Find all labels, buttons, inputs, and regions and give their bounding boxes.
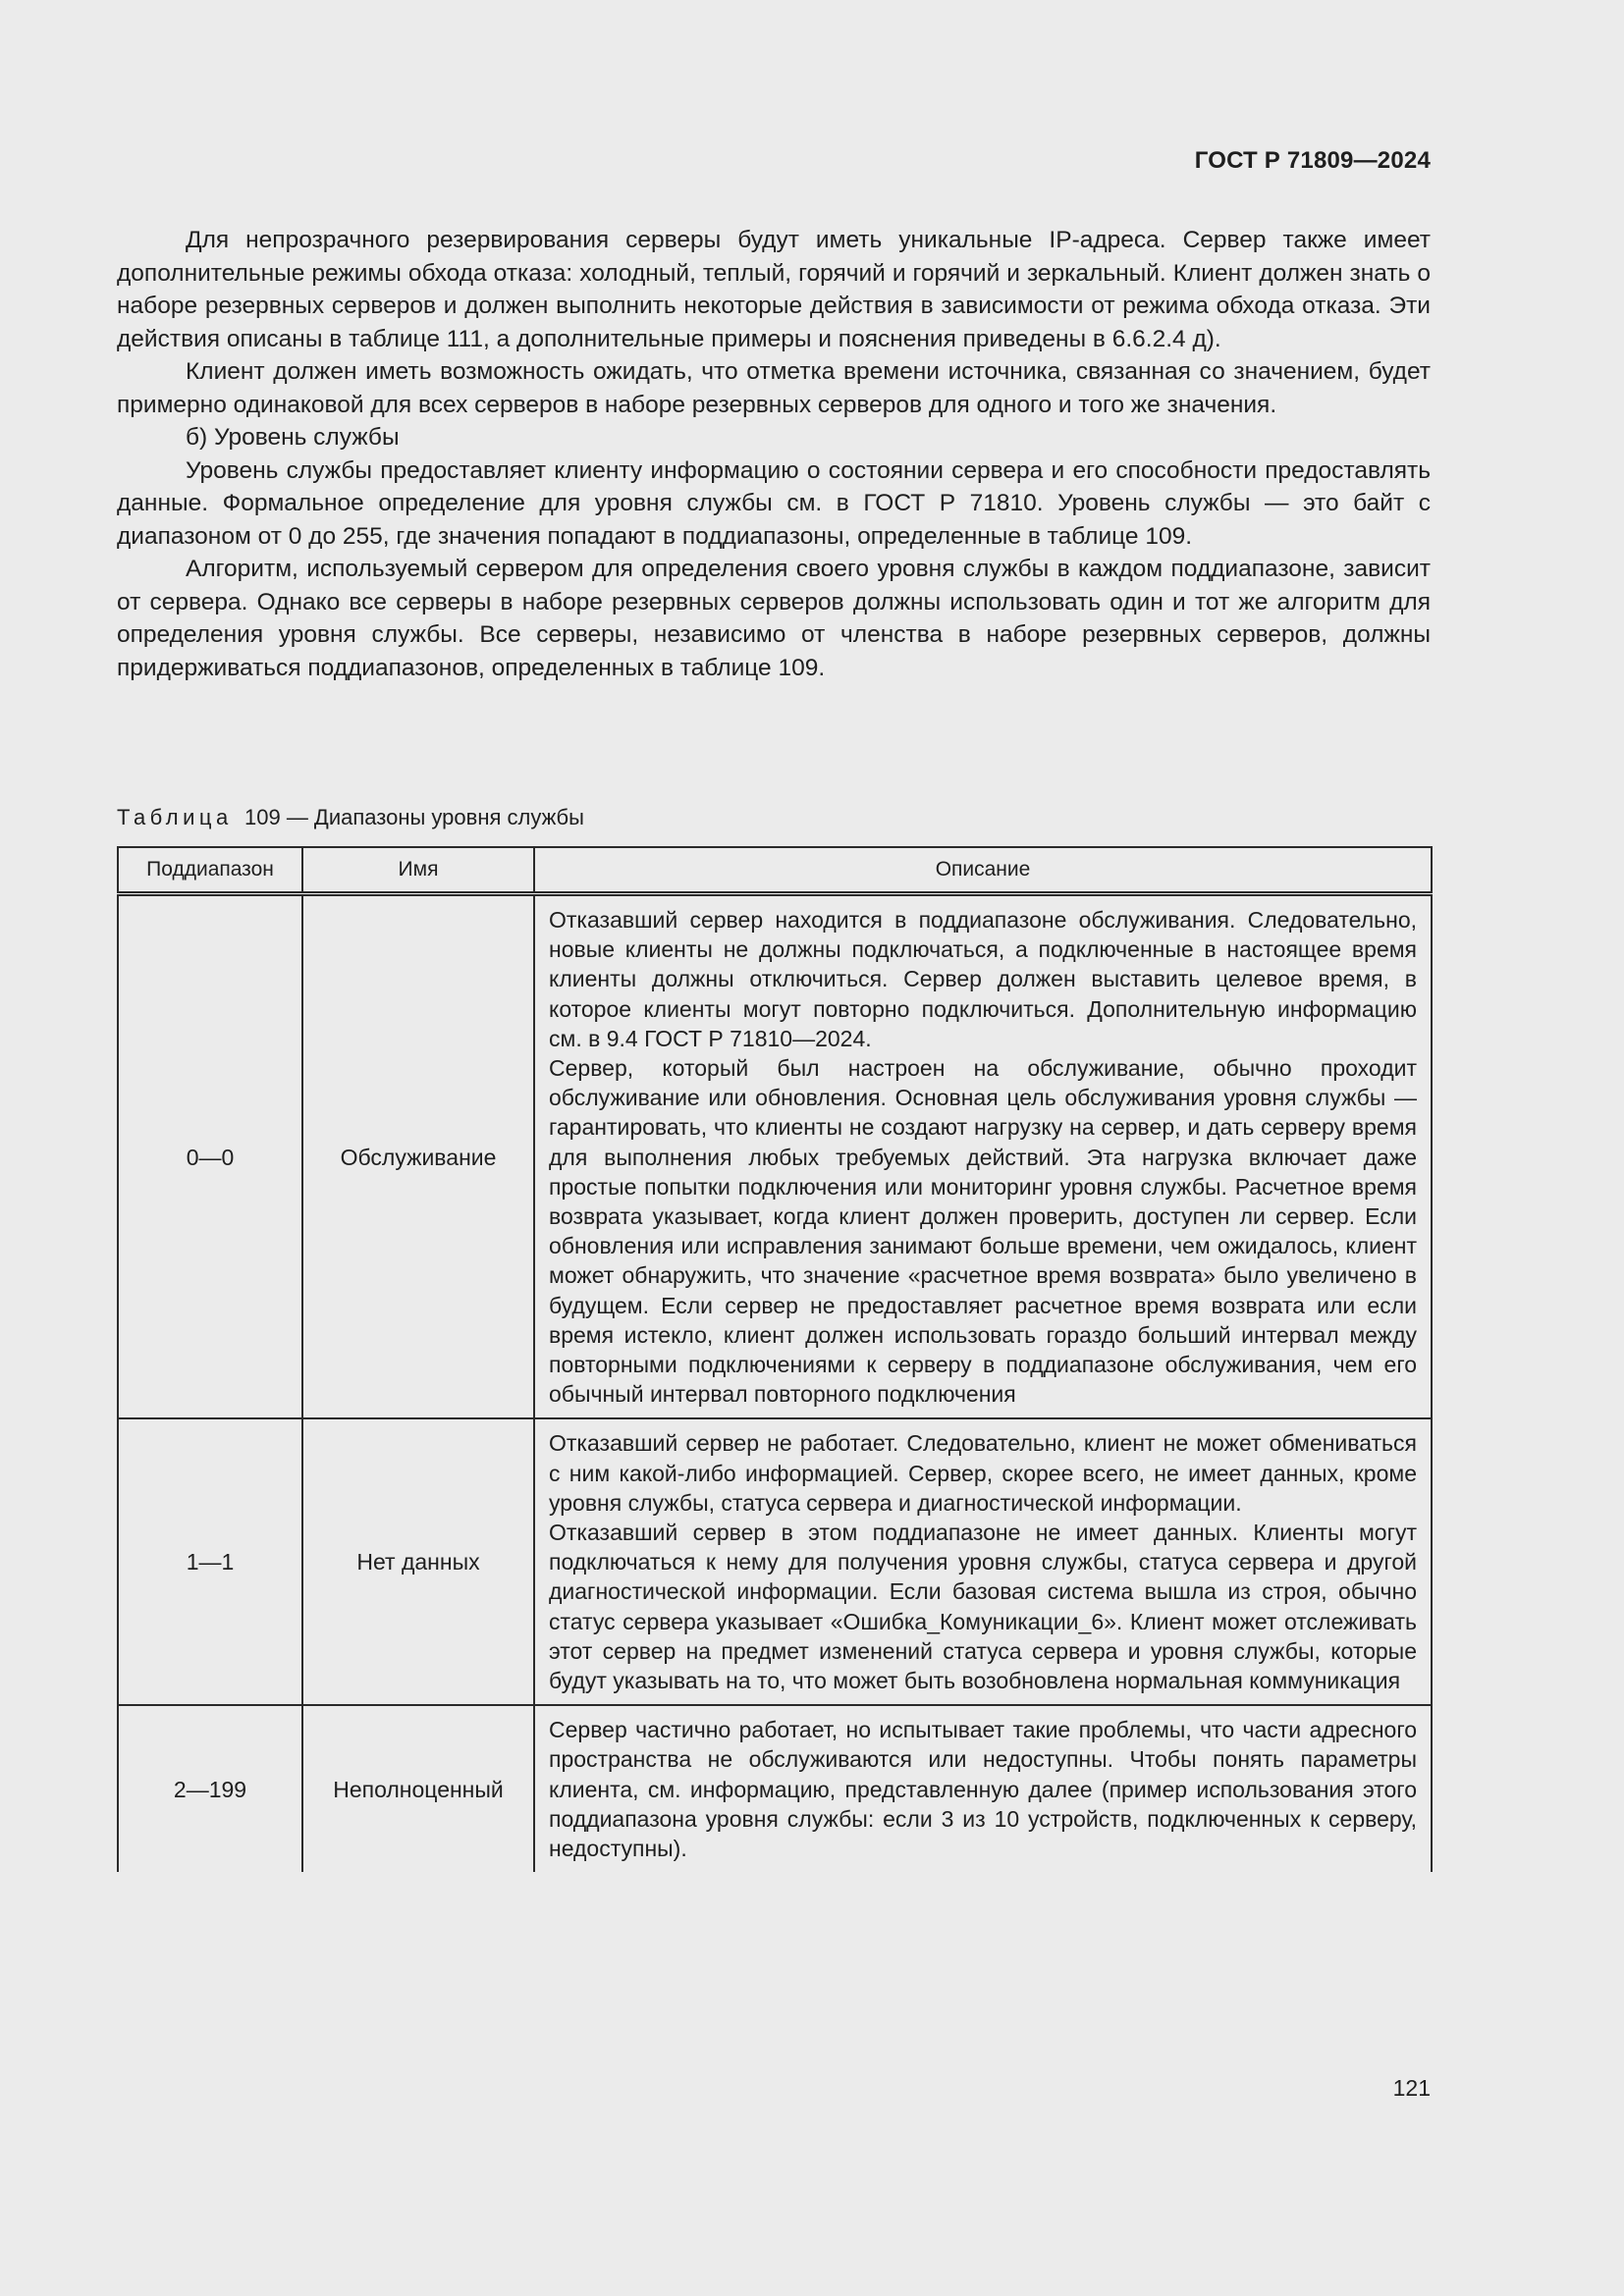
table-row — [118, 1705, 1432, 1872]
paragraph: Уровень службы предоставляет клиенту информацию о состоянии сервера и его способности предоставлять данные. Формальное определение для уровня службы см. в ГОСТ Р 71810. Уровень службы — это байт с диапазоном от 0 до 255, где значения попадают в поддиапазоны, определенные в таблице 109. — [117, 456, 1431, 550]
column-header-description: Описание — [534, 847, 1432, 894]
subsection-heading: б) Уровень службы — [186, 424, 400, 451]
description-paragraph: Отказавший сервер не работает. Следовательно, клиент не может обмениваться с ним какой-либо информацией. Сервер, скорее всего, не имеет данных, кроме уровня службы, статуса сервера и диагностической информации. — [549, 1430, 1417, 1516]
service-level-ranges-table — [117, 846, 1433, 1872]
description-paragraph: Отказавший сервер находится в поддиапазоне обслуживания. Следовательно, новые клиенты не должны подключаться, а подключенные в настоящее время клиенты должны отключиться. Сервер должен выставить целевое время, в которое клиенты могут повторно подключиться. Дополнительную информацию см. в 9.4 ГОСТ Р 71810—2024. — [549, 907, 1417, 1051]
cell-description — [534, 1418, 1432, 1705]
cell-range: 1—1 — [118, 1418, 302, 1705]
cell-name: Обслуживание — [302, 894, 534, 1419]
cell-description — [534, 1705, 1432, 1872]
table-header-row — [118, 847, 1432, 894]
description-paragraph: Сервер частично работает, но испытывает такие проблемы, что части адресного пространства не обслуживаются или недоступны. Чтобы понять параметры клиента, см. информацию, представленную далее (пример использования этого поддиапазона уровня службы: если 3 из 10 устройств, подключенных к серверу, недоступны). — [549, 1717, 1417, 1862]
table-row — [118, 1418, 1432, 1705]
column-header-name: Имя — [302, 847, 534, 894]
table-caption-text: 109 — Диапазоны уровня службы — [244, 805, 584, 829]
cell-description — [534, 894, 1432, 1419]
document-code: ГОСТ Р 71809—2024 — [1194, 147, 1431, 174]
paragraph: Клиент должен иметь возможность ожидать, что отметка времени источника, связанная со значением, будет примерно одинаковой для всех серверов в наборе резервных серверов для одного и того же значения. — [117, 358, 1431, 418]
table-caption — [117, 805, 584, 830]
paragraph: Алгоритм, используемый сервером для определения своего уровня службы в каждом поддиапазоне, зависит от сервера. Однако все серверы в наборе резервных серверов должны использовать один и тот же алгоритм для определения уровня службы. Все серверы, независимо от членства в наборе резервных серверов, должны придерживаться поддиапазонов, определенных в таблице 109. — [117, 556, 1431, 681]
cell-range: 2—199 — [118, 1705, 302, 1872]
page-number: 121 — [1392, 2075, 1431, 2101]
cell-name: Неполноценный — [302, 1705, 534, 1872]
table-row — [118, 894, 1432, 1419]
paragraph: Для непрозрачного резервирования серверы будут иметь уникальные IP-адреса. Сервер также имеет дополнительные режимы обхода отказа: холодный, теплый, горячий и горячий и зеркальный. Клиент должен знать о наборе резервных серверов и должен выполнить некоторые действия в зависимости от режима обхода отказа. Эти действия описаны в таблице 111, а дополнительные примеры и пояснения приведены в 6.6.2.4 д). — [117, 227, 1431, 352]
cell-range: 0—0 — [118, 894, 302, 1419]
description-paragraph: Сервер, который был настроен на обслуживание, обычно проходит обслуживание или обновления. Основная цель обслуживания уровня службы — гарантировать, что клиенты не создают нагрузку на сервер, и дать серверу время для выполнения любых требуемых действий. Эта нагрузка включает даже простые попытки подключения или мониторинг уровня службы. Расчетное время возврата указывает, когда клиент должен проверить, доступен ли сервер. Если обновления или исправления занимают больше времени, чем ожидалось, клиент может обнаружить, что значение «расчетное время возврата» было увеличено в будущем. Если сервер не предоставляет расчетное время возврата или если время истекло, клиент должен использовать гораздо больший интервал между повторными подключениями к серверу в поддиапазоне обслуживания, чем его обычный интервал повторного подключения — [549, 1055, 1417, 1408]
body-text — [117, 224, 1431, 684]
column-header-range: Поддиапазон — [118, 847, 302, 894]
table-caption-label: Таблица — [117, 805, 233, 829]
cell-name: Нет данных — [302, 1418, 534, 1705]
description-paragraph: Отказавший сервер в этом поддиапазоне не имеет данных. Клиенты могут подключаться к нему для получения уровня службы, статуса сервера и другой диагностической информации. Если базовая система вышла из строя, обычно статус сервера указывает «Ошибка_Комуникации_6». Клиент может отслеживать этот сервер на предмет изменений статуса сервера и уровня службы, которые будут указывать на то, что может быть возобновлена нормальная коммуникация — [549, 1520, 1417, 1694]
